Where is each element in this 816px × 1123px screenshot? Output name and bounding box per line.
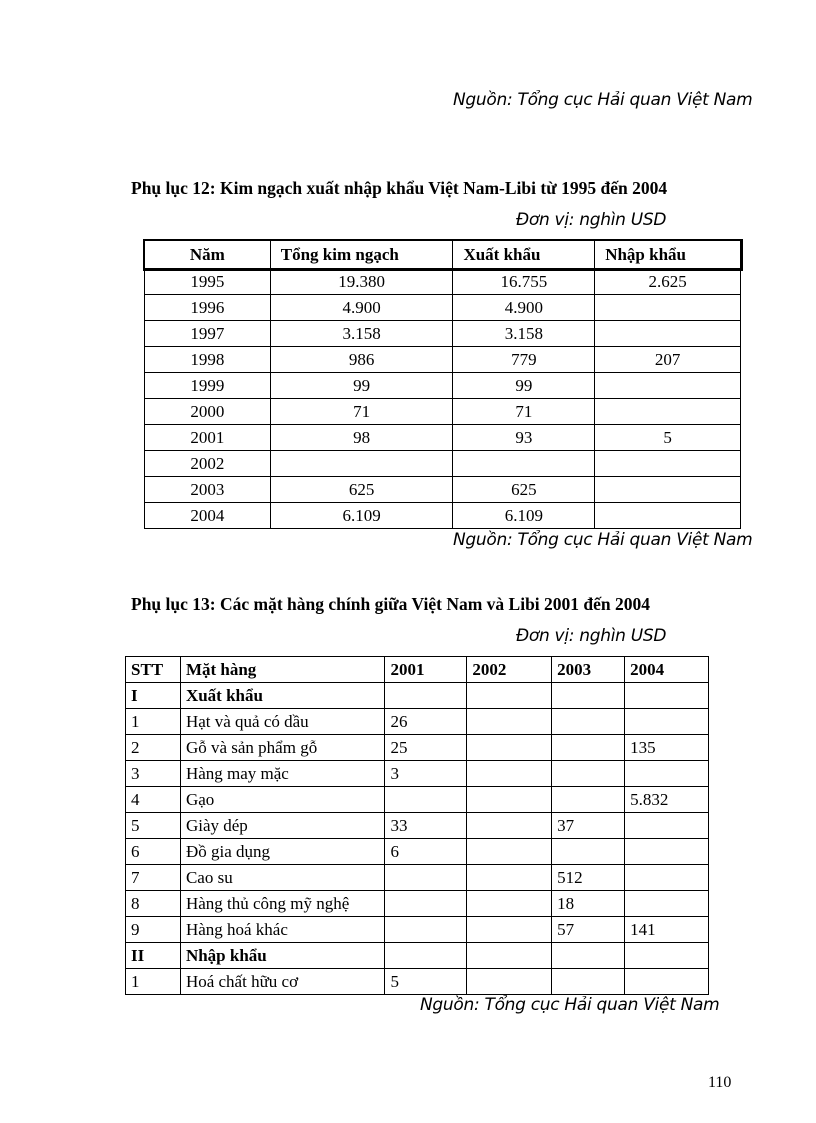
table-cell: 3.158: [453, 321, 595, 347]
table-cell: [467, 891, 552, 917]
table-cell: [595, 399, 741, 425]
table-cell: [467, 761, 552, 787]
table-cell: 5: [595, 425, 741, 451]
table-cell: 512: [552, 865, 625, 891]
table-cell: [467, 813, 552, 839]
table-cell: [595, 451, 741, 477]
header-total: Tổng kim ngạch: [270, 241, 453, 269]
table-cell: [625, 865, 709, 891]
table-cell: [595, 477, 741, 503]
table-cell: 99: [453, 373, 595, 399]
table-cell: Giày dép: [180, 813, 385, 839]
table-cell: [625, 943, 709, 969]
table-cell: [385, 683, 467, 709]
header-export: Xuất khẩu: [453, 241, 595, 269]
table-cell: [625, 891, 709, 917]
table-cell: 1999: [145, 373, 271, 399]
table-cell: [595, 321, 741, 347]
table-cell: [467, 917, 552, 943]
header-2001: 2001: [385, 657, 467, 683]
table-row: [145, 347, 741, 373]
appendix13-table: [125, 656, 709, 995]
table-row: [126, 969, 709, 995]
header-year: Năm: [145, 241, 271, 269]
table-row: [145, 399, 741, 425]
table-row: [145, 321, 741, 347]
appendix12-unit: Đơn vị: nghìn USD: [516, 210, 667, 230]
table-cell: 25: [385, 735, 467, 761]
appendix12-title: Phụ lục 12: Kim ngạch xuất nhập khẩu Việt Nam-Libi từ 1995 đến 2004: [131, 178, 668, 198]
table-header-row: [145, 241, 741, 269]
top-source-note: Nguồn: Tổng cục Hải quan Việt Nam: [453, 90, 753, 110]
page-number: 110: [708, 1074, 732, 1091]
table-cell: 7: [126, 865, 181, 891]
table-cell: 71: [270, 399, 453, 425]
table-row: [145, 373, 741, 399]
table-cell: 19.380: [270, 269, 453, 295]
header-2003: 2003: [552, 657, 625, 683]
table-cell: [467, 683, 552, 709]
table-cell: 2000: [145, 399, 271, 425]
table-cell: [595, 295, 741, 321]
table-cell: [552, 839, 625, 865]
header-2002: 2002: [467, 657, 552, 683]
appendix13-source: Nguồn: Tổng cục Hải quan Việt Nam: [420, 995, 720, 1015]
table-cell: [625, 839, 709, 865]
table-cell: 93: [453, 425, 595, 451]
table-cell: 135: [625, 735, 709, 761]
table-cell: [625, 761, 709, 787]
table-cell: 4.900: [453, 295, 595, 321]
table-cell: 5: [385, 969, 467, 995]
appendix13-unit: Đơn vị: nghìn USD: [516, 626, 667, 646]
table-cell: [552, 761, 625, 787]
table-cell: 2004: [145, 503, 271, 529]
table-cell: 1: [126, 709, 181, 735]
table-cell: 18: [552, 891, 625, 917]
table-cell: [385, 917, 467, 943]
table-cell: 625: [453, 477, 595, 503]
table-cell: Nhập khẩu: [180, 943, 385, 969]
table-cell: Cao su: [180, 865, 385, 891]
table-cell: [385, 943, 467, 969]
table-cell: Hàng may mặc: [180, 761, 385, 787]
table-cell: 71: [453, 399, 595, 425]
header-import: Nhập khẩu: [595, 241, 741, 269]
appendix12-table: [144, 240, 741, 529]
table-cell: [385, 865, 467, 891]
header-stt: STT: [126, 657, 181, 683]
table-cell: [625, 709, 709, 735]
table-cell: Xuất khẩu: [180, 683, 385, 709]
table-cell: 3: [385, 761, 467, 787]
table-cell: [625, 683, 709, 709]
table-cell: I: [126, 683, 181, 709]
table-cell: 37: [552, 813, 625, 839]
table-cell: Hàng hoá khác: [180, 917, 385, 943]
table-cell: 57: [552, 917, 625, 943]
table-cell: 5.832: [625, 787, 709, 813]
table-cell: 207: [595, 347, 741, 373]
table-cell: 1: [126, 969, 181, 995]
table-cell: 6.109: [270, 503, 453, 529]
table-cell: 779: [453, 347, 595, 373]
header-item: Mặt hàng: [180, 657, 385, 683]
table-cell: [467, 865, 552, 891]
table-cell: [467, 709, 552, 735]
table-cell: 2002: [145, 451, 271, 477]
table-cell: 8: [126, 891, 181, 917]
table-cell: Gỗ và sản phẩm gỗ: [180, 735, 385, 761]
table-cell: [552, 787, 625, 813]
table-row: [145, 451, 741, 477]
table-cell: [270, 451, 453, 477]
table-cell: 6: [126, 839, 181, 865]
table-cell: [552, 735, 625, 761]
table-cell: 6.109: [453, 503, 595, 529]
table-cell: 98: [270, 425, 453, 451]
table-cell: 3: [126, 761, 181, 787]
table-cell: 2.625: [595, 269, 741, 295]
table-row: [126, 735, 709, 761]
table-cell: 4: [126, 787, 181, 813]
table-header-row: [126, 657, 709, 683]
table-row: [145, 295, 741, 321]
table-row: [145, 269, 741, 295]
table-cell: [453, 451, 595, 477]
table-cell: 1996: [145, 295, 271, 321]
table-cell: 1997: [145, 321, 271, 347]
table-cell: [595, 503, 741, 529]
appendix12-source: Nguồn: Tổng cục Hải quan Việt Nam: [453, 530, 753, 550]
appendix13-title: Phụ lục 13: Các mặt hàng chính giữa Việt Nam và Libi 2001 đến 2004: [131, 594, 651, 614]
table-cell: Hàng thủ công mỹ nghệ: [180, 891, 385, 917]
table-row: [145, 477, 741, 503]
table-cell: Hạt và quả có dầu: [180, 709, 385, 735]
table-row: [126, 813, 709, 839]
table-cell: [595, 373, 741, 399]
table-cell: [625, 969, 709, 995]
table-row: [126, 891, 709, 917]
table-cell: 26: [385, 709, 467, 735]
table-cell: [552, 709, 625, 735]
table-cell: Hoá chất hữu cơ: [180, 969, 385, 995]
section-row: [126, 943, 709, 969]
table-cell: 33: [385, 813, 467, 839]
table-cell: 2003: [145, 477, 271, 503]
header-2004: 2004: [625, 657, 709, 683]
table-cell: [467, 787, 552, 813]
table-row: [145, 425, 741, 451]
table-cell: Đồ gia dụng: [180, 839, 385, 865]
table-row: [126, 709, 709, 735]
table-cell: 2: [126, 735, 181, 761]
table-row: [126, 917, 709, 943]
table-cell: 1995: [145, 269, 271, 295]
table-cell: [552, 969, 625, 995]
table-cell: [467, 943, 552, 969]
table-row: [126, 865, 709, 891]
table-cell: II: [126, 943, 181, 969]
table-cell: 99: [270, 373, 453, 399]
table-cell: [385, 891, 467, 917]
table-cell: 4.900: [270, 295, 453, 321]
table-cell: 986: [270, 347, 453, 373]
table-row: [145, 503, 741, 529]
table-row: [126, 761, 709, 787]
table-cell: [467, 839, 552, 865]
table-cell: [385, 787, 467, 813]
section-row: [126, 683, 709, 709]
table-cell: Gạo: [180, 787, 385, 813]
table-cell: 16.755: [453, 269, 595, 295]
table-cell: 2001: [145, 425, 271, 451]
table-cell: [552, 943, 625, 969]
table-cell: [467, 735, 552, 761]
table-cell: [467, 969, 552, 995]
table-row: [126, 787, 709, 813]
table-cell: 5: [126, 813, 181, 839]
table-cell: [625, 813, 709, 839]
table-cell: 625: [270, 477, 453, 503]
table-cell: 9: [126, 917, 181, 943]
table-cell: 3.158: [270, 321, 453, 347]
table-cell: [552, 683, 625, 709]
table-cell: 6: [385, 839, 467, 865]
table-cell: 141: [625, 917, 709, 943]
table-row: [126, 839, 709, 865]
table-cell: 1998: [145, 347, 271, 373]
